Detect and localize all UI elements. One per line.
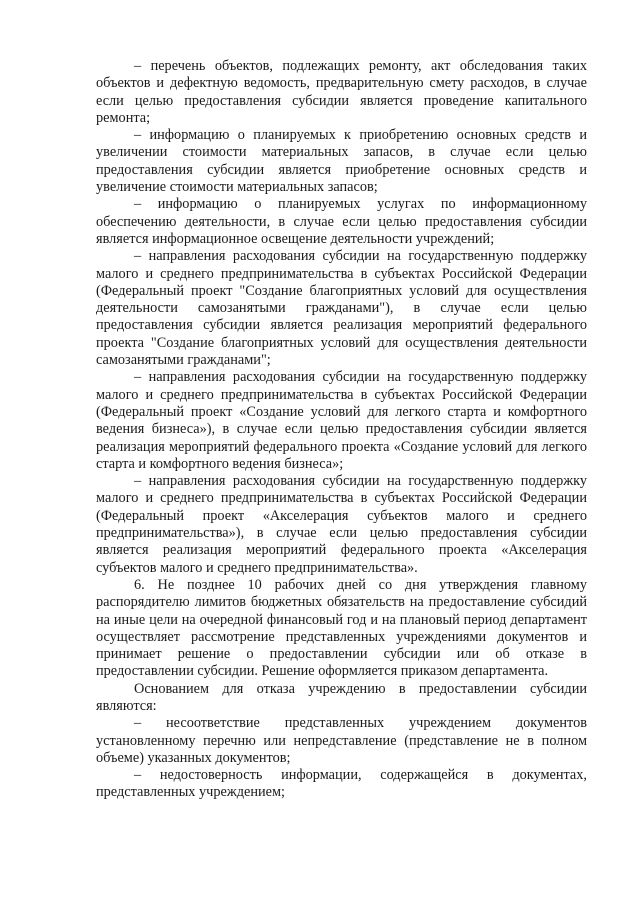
- list-item-acceleration-project: – направления расходования субсидии на государственную поддержку малого и среднего предпринимательства в субъектах Российской Федерации (Федеральный проект «Акселерация субъектов малого и среднего предпринимательства»), в случае если целью предоставления субсидии является реализация мероприятий федерального проекта «Акселерация субъектов малого и среднего предпринимательства».: [96, 473, 587, 576]
- list-item-fixed-assets: – информацию о планируемых к приобретению основных средств и увеличении стоимости материальных запасов, в случае если целью предоставления субсидии является приобретение основных средств и увеличение стоимости материальных запасов;: [96, 127, 587, 196]
- list-item-easy-start-project: – направления расходования субсидии на государственную поддержку малого и среднего предпринимательства в субъектах Российской Федерации (Федеральный проект «Создание условий для легкого старта и комфортного ведения бизнеса»), в случае если целью предоставления субсидии является реализация мероприятий федерального проекта «Создание условий для легкого старта и комфортного ведения бизнеса»;: [96, 369, 587, 472]
- refusal-grounds-intro: Основанием для отказа учреждению в предоставлении субсидии являются:: [96, 680, 587, 714]
- list-item-repair-objects: – перечень объектов, подлежащих ремонту, акт обследования таких объектов и дефектную ведомость, предварительную смету расходов, в случае если целью предоставления субсидии является проведение капитального ремонта;: [96, 58, 587, 126]
- list-item-self-employed-project: – направления расходования субсидии на государственную поддержку малого и среднего предпринимательства в субъектах Российской Федерации (Федеральный проект "Создание благоприятных условий для осуществления деятельности самозанятыми гражданами"), в случае если целью предоставления субсидии является реализация мероприятий федерального проекта "Создание благоприятных условий для осуществления деятельности самозанятыми гражданами";: [96, 248, 587, 369]
- refusal-ground-documents: – несоответствие представленных учреждением документов установленному перечню или непредставление (представление не в полном объеме) указанных документов;: [96, 715, 587, 766]
- list-item-info-services: – информацию о планируемых услугах по информационному обеспечению деятельности, в случае если целью предоставления субсидии является информационное освещение деятельности учреждений;: [96, 196, 587, 247]
- clause-6-paragraph: 6. Не позднее 10 рабочих дней со дня утверждения главному распорядителю лимитов бюджетных обязательств на предоставление субсидий на иные цели на очередной финансовый год и на плановый период департамент осуществляет рассмотрение представленных учреждениями документов и принимает решение о предоставлении субсидии или об отказе в предоставлении субсидии. Решение оформляется приказом департамента.: [96, 576, 587, 680]
- document-body: [96, 58, 587, 802]
- refusal-ground-unreliable-info: – недостоверность информации, содержащейся в документах, представленных учреждением;: [96, 767, 587, 801]
